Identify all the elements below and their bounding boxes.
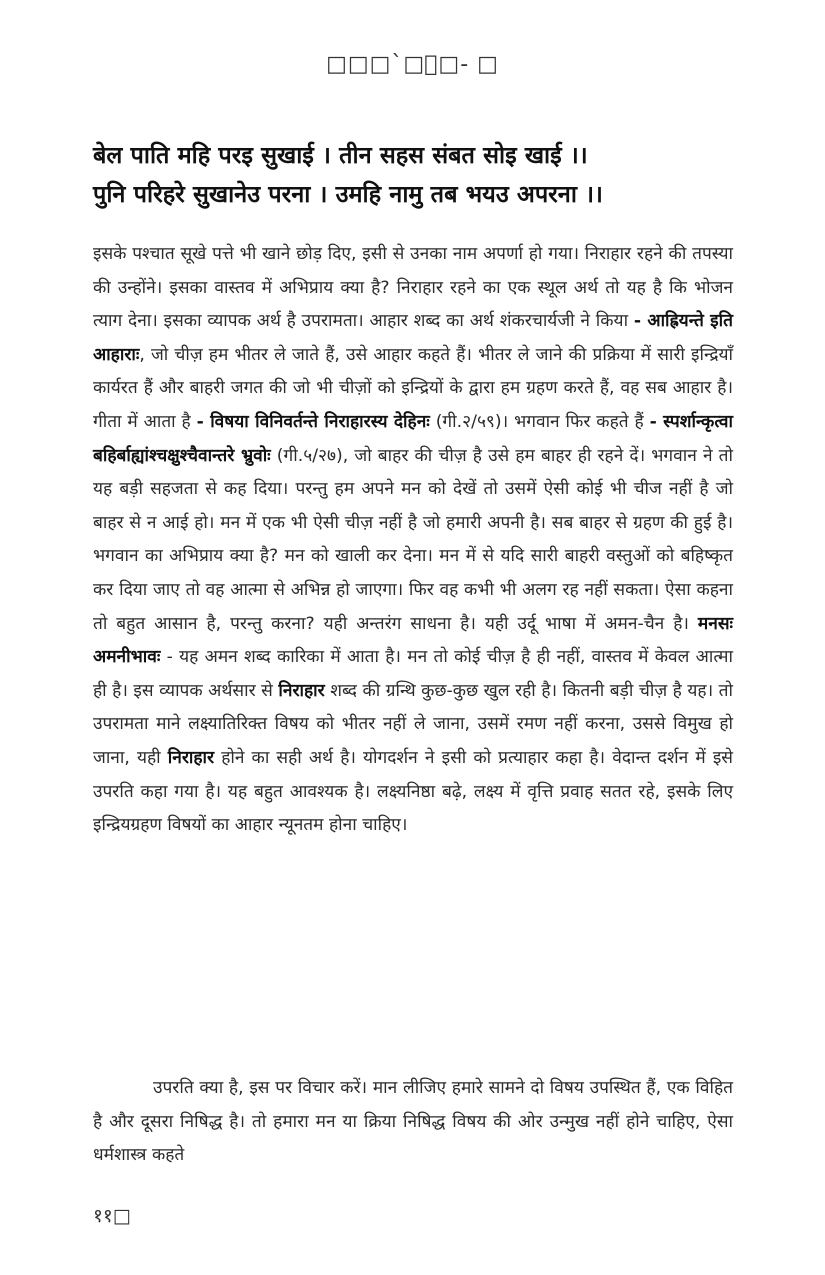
paragraph-1-text-6: शब्द की ग्रन्थि कुछ-कुछ खुल रही है। कितनी बड़ी चीज़ है यह। तो उपरामता माने लक्ष्यातिरिक्त विषय को भीतर नहीं ले जाना, उसमें रमण नहीं करना, उससे विमुख हो जाना, यही — [93, 680, 733, 768]
paragraph-1-text-5: - यह अमन शब्द कारिका में आता है। मन तो कोई चीज़ है ही नहीं, वास्तव में केवल आत्मा ही है। इस व्यापक अर्थसार से — [93, 647, 733, 701]
paragraph-1-text-7: होने का सही अर्थ है। योगदर्शन ने इसी को प्रत्याहार कहा है। वेदान्त दर्शन में इसे उपरति कहा गया है। यह बहुत आवश्यक है। लक्ष्यनिष्ठा बढ़े, लक्ष्य में वृत्ति प्रवाह सतत रहे, इसके लिए इन्द्रियग्रहण विषयों का आहार न्यूनतम होना चाहिए। — [93, 747, 733, 836]
quote-ahriyante: - आह्रियन्ते इति आहाराः — [93, 311, 733, 365]
paragraph-1-text-2: , जो चीज़ हम भीतर ले जाते हैं, उसे आहार कहते हैं। भीतर ले जाने की प्रक्रिया में सारी इन्द्रियाँ कार्यरत हैं और बाहरी जगत की जो भी चीज़ों को इन्द्रियों के द्वारा हम ग्रहण करते हैं, वह सब आहार है। गीता में आता है — [93, 344, 733, 432]
paragraph-1-text-1: इसके पश्चात सूखे पत्ते भी खाने छोड़ दिए, इसी से उनका नाम अपर्णा हो गया। निराहार रहने की तपस्या की उन्होंने। इसका वास्तव में अभिप्राय क्या है? निराहार रहने का एक स्थूल अर्थ तो यह है कि भोजन त्याग देना। इसका व्यापक अर्थ है उपरामता। आहार शब्द का अर्थ शंकरचार्यजी ने किया — [93, 244, 733, 332]
paragraph-1-text-3: (गी.२/५९)। भगवान फिर कहते हैं — [429, 411, 650, 432]
running-header: □□□`□ौ□- □ — [326, 52, 499, 77]
term-nirahar-1: निराहार — [278, 680, 325, 701]
quote-gita-5-27: - स्पर्शान्कृत्वा बहिर्बाह्यांश्चक्षुश्चैवान्तरे भ्रुवोः — [93, 411, 733, 466]
paragraph-2: उपरति क्या है, इस पर विचार करें। मान लीजिए हमारे सामने दो विषय उपस्थित हैं, एक विहित है और दूसरा निषिद्ध है। तो हमारा मन या क्रिया निषिद्ध विषय की ओर उन्मुख नहीं होने चाहिए, ऐसा धर्मशास्त्र कहते — [93, 1078, 733, 1166]
page-number: ११□ — [93, 1205, 131, 1227]
paragraph-1-text-4: (गी.५/२७), जो बाहर की चीज़ है उसे हम बाहर ही रहने दें। भगवान ने तो यह बड़ी सहजता से कह दिया। परन्तु हम अपने मन को देखें तो उसमें ऐसी कोई भी चीज नहीं है जो बाहर से न आई हो। मन में एक भी ऐसी चीज़ नहीं है जो हमारी अपनी है। सब बाहर से ग्रहण की हुई है। भगवान का अभिप्राय क्या है? मन को खाली कर देना। मन में से यदि सारी बाहरी वस्तुओं को बहिष्कृत कर दिया जाए तो वह आत्मा से अभिन्न हो जाएगा। फिर वह कभी भी अलग रह नहीं सकता। ऐसा कहना तो बहुत आसान है, परन्तु करना? यही अन्तरंग साधना है। यही उर्दू भाषा में अमन-चैन है। — [93, 445, 733, 634]
paragraph-1 — [93, 238, 733, 843]
term-manasah-amanibhavah: मनसः अमनीभावः — [93, 613, 733, 668]
verse-line-2: पुनि परिहरे सुखानेउ परना । उमहि नामु तब भयउ अपरना ।। — [93, 180, 603, 208]
quote-gita-2-59: - विषया विनिवर्तन्ते निराहारस्य देहिनः — [196, 411, 430, 432]
verse-line-1: बेल पाति महि परइ सुखाई । तीन सहस संबत सोइ खाई ।। — [93, 141, 588, 169]
term-nirahar-2: निराहार — [167, 747, 215, 768]
